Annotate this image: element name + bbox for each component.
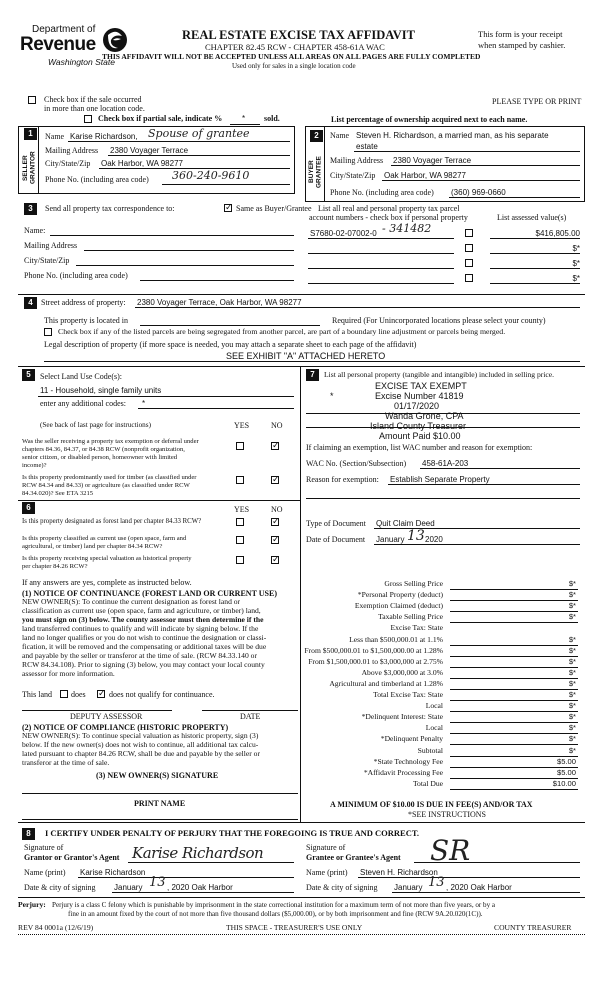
grantor-date-month[interactable]: January — [114, 883, 143, 892]
tax-row-value[interactable]: $5.00 — [556, 767, 576, 777]
seller-name-value[interactable]: Karise Richardson, — [70, 132, 138, 141]
assessed-value-4[interactable]: $* — [572, 274, 580, 283]
grantor-sig-of: Signature of — [24, 843, 64, 852]
section-7-badge: 7 — [306, 369, 319, 381]
tax-row-value[interactable]: $* — [568, 634, 576, 644]
claim-exemption-label: If claiming an exemption, list WAC number and reason for exemption: — [306, 443, 533, 452]
send-correspondence-label: Send all property tax correspondence to: — [45, 204, 175, 213]
grantee-sig-of: Signature of — [306, 843, 346, 852]
tax-row-label: From $1,500,000.01 to $3,000,000 at 2.75% — [308, 656, 443, 666]
assessed-head: List assessed value(s) — [497, 213, 567, 222]
tax-row-value[interactable]: $* — [568, 667, 576, 677]
section-4-badge: 4 — [24, 297, 37, 309]
dept-line1: Department of — [32, 24, 96, 35]
tax-row-label: *Delinquent Interest: State — [361, 712, 443, 722]
tax-row-label: Total Due — [412, 778, 443, 788]
sec6-q1-yes-checkbox[interactable] — [236, 518, 244, 526]
tax-row-underline — [450, 789, 578, 790]
tax-row-value[interactable]: $* — [568, 723, 576, 733]
grantor-name-value[interactable]: Karise Richardson — [80, 868, 146, 877]
doc-date-day[interactable]: 13 — [407, 528, 425, 544]
stamp-line-3: 01/17/2020 — [394, 401, 440, 411]
sec5-q2-yes-checkbox[interactable] — [236, 476, 244, 484]
sec6-q2-line2: agricultural, or timber) land per chapter 84.34 RCW? — [22, 543, 163, 550]
please-type: PLEASE TYPE OR PRINT — [492, 97, 582, 106]
seller-phone-handwritten[interactable]: 360-240-9610 — [172, 169, 250, 182]
tax-row-label: Local — [425, 701, 443, 711]
buyer-phone-value[interactable]: (360) 969-0660 — [451, 188, 506, 197]
doc-date-year[interactable]: 2020 — [425, 535, 443, 544]
tax-row-value[interactable]: $* — [568, 712, 576, 722]
tax-row-underline — [450, 667, 578, 668]
parcel-personal-checkbox-2[interactable] — [465, 244, 473, 252]
parcel-personal-checkbox-1[interactable] — [465, 229, 473, 237]
section-1-badge: 1 — [24, 128, 37, 140]
tax-row-label: Gross Selling Price — [384, 579, 443, 588]
section-3-badge: 3 — [24, 203, 37, 215]
corr-mail-label: Mailing Address — [24, 241, 78, 250]
notice1-title: (1) NOTICE OF CONTINUANCE (FOREST LAND OR CURRENT USE) — [22, 589, 277, 598]
tax-row-label: Excise Tax: State — [390, 623, 443, 633]
if-yes-note: If any answers are yes, complete as instructed below. — [22, 578, 192, 587]
receipt-note-2: when stamped by cashier. — [478, 40, 566, 50]
notice2-line4: transferor at the time of sale. — [22, 758, 110, 767]
tax-row-underline — [450, 733, 578, 734]
notice1-line2: classification as current use (open space, farm and agriculture, or timber) land, — [22, 606, 261, 615]
tax-row-value[interactable]: $* — [568, 612, 576, 622]
grantee-signature[interactable]: SR — [430, 834, 471, 867]
perjury-line-1: Perjury is a class C felony which is punishable by imprisonment in the state correctional institution for a maximum term of not more than five years, or by a — [52, 901, 496, 909]
grantor-agent-label: Grantor or Grantor's Agent — [24, 853, 120, 862]
notice2-line2: below. If the new owner(s) does not wish to continue, all additional tax calcu- — [22, 740, 259, 749]
same-as-buyer-checkbox[interactable]: ✓ — [225, 203, 233, 213]
grantee-name-label: Name (print) — [306, 868, 348, 877]
tax-row-underline — [450, 611, 578, 612]
sec6-q1-no-checkbox[interactable]: ✓ — [272, 517, 280, 527]
tax-row-underline — [450, 656, 578, 657]
tax-row-value[interactable]: $10.00 — [552, 778, 576, 788]
form-title: REAL ESTATE EXCISE TAX AFFIDAVIT — [182, 28, 415, 42]
see-instructions-note: *SEE INSTRUCTIONS — [408, 810, 487, 819]
tax-row-underline — [450, 744, 578, 745]
section-5-badge: 5 — [22, 369, 35, 381]
perjury-label: Perjury: — [18, 900, 46, 909]
buyer-mail-label: Mailing Address — [330, 156, 384, 165]
buyer-side-label: BUYER GRANTEE — [308, 156, 323, 188]
form-warning: THIS AFFIDAVIT WILL NOT BE ACCEPTED UNLESS ALL AREAS ON ALL PAGES ARE FULLY COMPLETED — [102, 52, 481, 61]
dept-line2: Revenue — [20, 34, 96, 55]
sec6-q2-no-checkbox[interactable]: ✓ — [272, 535, 280, 545]
sec5-q2-line3: 84.34.020)? See ETA 3215 — [22, 490, 94, 497]
sec5-q2-no-checkbox[interactable]: ✓ — [272, 475, 280, 485]
assessed-value-3[interactable]: $* — [572, 259, 580, 268]
seller-name-label: Name — [45, 132, 65, 141]
tax-row-label: Above $3,000,000 at 3.0% — [361, 667, 443, 677]
tax-row-underline — [450, 589, 578, 590]
used-only-note: Used only for sales in a single location code — [232, 62, 356, 70]
tax-row-label: Exemption Claimed (deduct) — [354, 601, 443, 611]
street-address-value[interactable]: 2380 Voyager Terrace, Oak Harbor, WA 98277 — [137, 298, 302, 307]
new-owner-signature-label: (3) NEW OWNER(S) SIGNATURE — [96, 771, 219, 780]
tax-row-value[interactable]: $5.00 — [556, 756, 576, 766]
sec6-q3-line2: per chapter 84.26 RCW? — [22, 563, 88, 570]
street-address-label: Street address of property: — [41, 298, 126, 307]
tax-row-value[interactable]: $* — [568, 590, 576, 600]
buyer-city-label: City/State/Zip — [330, 171, 376, 180]
county-treasurer-label: COUNTY TREASURER — [494, 923, 572, 932]
seller-city-value[interactable]: Oak Harbor, WA 98277 — [101, 159, 183, 168]
sec5-yes-header: YES — [234, 421, 250, 430]
print-name-label: PRINT NAME — [134, 799, 186, 808]
certify-statement: I CERTIFY UNDER PENALTY OF PERJURY THAT THE FOREGOING IS TRUE AND CORRECT. — [45, 828, 420, 838]
sec5-q2-line1: Is this property predominantly used for timber (as classified under — [22, 474, 197, 481]
partial-sale-label: Check box if partial sale, indicate % — [98, 114, 223, 123]
list-percentage-note: List percentage of ownership acquired next to each name. — [331, 115, 528, 124]
tax-row-value[interactable]: $* — [568, 645, 576, 655]
dept-line3: Washington State — [48, 57, 115, 67]
additional-codes-value[interactable]: * — [142, 399, 146, 408]
stamp-line-6: Amount Paid $10.00 — [379, 431, 461, 441]
land-does-label: does — [71, 690, 86, 699]
doc-date-label: Date of Document — [306, 535, 366, 544]
grantee-date-month[interactable]: January — [394, 883, 423, 892]
tax-row-underline — [450, 600, 578, 601]
grantor-date-label: Date & city of signing — [24, 883, 96, 892]
parcel-head-1: List all real and personal property tax parcel — [318, 204, 460, 213]
sec5-q1-line4: income)? — [22, 462, 47, 469]
wac-label: WAC No. (Section/Subsection) — [306, 459, 407, 468]
notice1-line4: land transferred continues to qualify and will indicate by signing below. If the — [22, 624, 259, 633]
tax-row-label: Less than $500,000.01 at 1.1% — [349, 634, 443, 644]
parcel-personal-checkbox-3[interactable] — [465, 259, 473, 267]
doc-type-label: Type of Document — [306, 519, 366, 528]
same-as-buyer-label: Same as Buyer/Grantee — [236, 204, 312, 213]
tax-row-label: *Affidavit Processing Fee — [363, 767, 443, 777]
wac-value[interactable]: 458-61A-203 — [422, 459, 469, 468]
grantee-name-value[interactable]: Steven H. Richardson — [360, 868, 438, 877]
sec5-q1-line1: Was the seller receiving a property tax exemption or deferral under — [22, 438, 199, 445]
tax-row-underline — [450, 622, 578, 623]
buyer-mail-value[interactable]: 2380 Voyager Terrace — [393, 156, 472, 165]
tax-row-value[interactable]: $* — [568, 734, 576, 744]
land-use-label: Select Land Use Code(s): — [40, 372, 122, 381]
parcel-personal-checkbox-4[interactable] — [465, 274, 473, 282]
tax-row-underline — [450, 711, 578, 712]
stamp-line-4: Wanda Grone, CPA — [385, 411, 464, 421]
tax-row-label: *Delinquent Penalty — [380, 734, 443, 744]
sec5-q1-line3: senior citizen, or disabled person, homeowner with limited — [22, 454, 178, 461]
grantee-agent-label: Grantee or Grantee's Agent — [306, 853, 401, 862]
perjury-line-2: fine in an amount fixed by the court of not more than five thousand dollars ($5,000.00), or by both imprisonment and fine (RCW 9A.20.020(1C)). — [68, 910, 483, 918]
tax-row-label: From $500,000.01 to $1,500,000.00 at 1.28% — [304, 645, 443, 655]
tax-row-value[interactable]: $* — [568, 678, 576, 688]
tax-row-underline — [450, 722, 578, 723]
sec6-yes-header: YES — [234, 505, 250, 514]
sec6-q3-no-checkbox[interactable]: ✓ — [272, 555, 280, 565]
sec6-q3-yes-checkbox[interactable] — [236, 556, 244, 564]
tax-row-underline — [450, 689, 578, 690]
tax-row-underline — [450, 700, 578, 701]
form-revision: REV 84 0001a (12/6/19) — [18, 923, 94, 932]
sec5-q1-line2: chapters 84.36, 84.37, or 84.38 RCW (nonprofit organization, — [22, 446, 185, 453]
tax-row-label: Subtotal — [417, 745, 443, 755]
seller-mail-label: Mailing Address — [45, 146, 99, 155]
stamp-line-1: EXCISE TAX EXEMPT — [375, 381, 467, 391]
parcel-head-2: account numbers - check box if personal property — [309, 213, 468, 222]
tax-row-value[interactable]: $* — [568, 579, 576, 588]
tax-row-label: *State Technology Fee — [373, 756, 443, 766]
seller-mail-value[interactable]: 2380 Voyager Terrace — [110, 146, 189, 155]
grantor-date-year-city[interactable]: , 2020 Oak Harbor — [167, 883, 233, 892]
legal-desc-label: Legal description of property (if more space is needed, you may attach a separate sheet to each page of the affidavit) — [44, 340, 417, 349]
receipt-note-1: This form is your receipt — [478, 29, 563, 39]
seller-city-label: City/State/Zip — [45, 159, 91, 168]
corr-name-label: Name: — [24, 226, 46, 235]
notice1-line5: land no longer qualifies or you do not wish to continue the designation or classi- — [22, 633, 267, 642]
tax-row-value[interactable]: $* — [568, 601, 576, 611]
buyer-phone-label: Phone No. (including area code) — [330, 188, 434, 197]
sec5-q1-yes-checkbox[interactable] — [236, 442, 244, 450]
segregated-label: Check box if any of the listed parcels are being segregated from another parcel, are part of a boundary line adjustment or parcels being merged. — [58, 327, 506, 336]
deputy-assessor-label: DEPUTY ASSESSOR — [70, 712, 143, 721]
this-land-label: This land — [22, 690, 52, 699]
section-2-badge: 2 — [310, 130, 323, 142]
grantor-name-label: Name (print) — [24, 868, 66, 877]
corr-city-label: City/State/Zip — [24, 256, 70, 265]
dor-swirl-icon — [102, 26, 128, 54]
sec5-no-header: NO — [271, 421, 283, 430]
doc-date-month[interactable]: January — [376, 535, 405, 544]
sec6-q3-line1: Is this property receiving special valuation as historical property — [22, 555, 192, 562]
partial-sale-checkbox[interactable] — [84, 115, 92, 123]
stamp-star: * — [330, 391, 334, 401]
grantor-signature[interactable]: Karise Richardson — [132, 844, 264, 862]
segregated-checkbox[interactable] — [44, 328, 52, 336]
multi-location-label-2: in more than one location code. — [44, 104, 145, 113]
grantee-date-day[interactable]: 13 — [428, 875, 445, 890]
tax-row-label: Taxable Selling Price — [378, 612, 443, 622]
parcel-number-handwritten: - 341482 — [382, 222, 432, 235]
deputy-date-label: DATE — [240, 712, 261, 721]
sec6-q1-line1: Is this property designated as forest land per chapter 84.33 RCW? — [22, 518, 202, 525]
sec5-q1-no-checkbox[interactable]: ✓ — [272, 441, 280, 451]
tax-row-value[interactable]: $* — [568, 701, 576, 711]
buyer-name-value-2[interactable]: estate — [356, 142, 378, 151]
dor-logo — [18, 22, 130, 70]
located-in-label: This property is located in — [44, 316, 128, 325]
section-6-badge: 6 — [22, 502, 35, 514]
tax-row-underline — [450, 645, 578, 646]
tax-row-value[interactable]: $* — [568, 745, 576, 755]
seller-phone-label: Phone No. (including area code) — [45, 175, 149, 184]
legal-desc-value[interactable]: SEE EXHIBIT "A" ATTACHED HERETO — [226, 351, 386, 361]
additional-codes-label: enter any additional codes: — [40, 399, 126, 408]
see-back-note: (See back of last page for instructions) — [40, 421, 151, 429]
partial-sale-value[interactable]: * — [242, 114, 246, 123]
grantee-date-year-city[interactable]: , 2020 Oak Harbor — [446, 883, 512, 892]
notice2-title: (2) NOTICE OF COMPLIANCE (HISTORIC PROPERTY) — [22, 723, 229, 732]
parcel-number-value[interactable]: S7680-02-07002-0 — [310, 229, 377, 238]
notice1-line7: and payable by the seller or transferor at the time of sale. (RCW 84.33.140 or — [22, 651, 257, 660]
seller-side-label: SELLER GRANTOR — [22, 151, 37, 185]
buyer-name-value-1[interactable]: Steven H. Richardson, a married man, as his separate — [356, 131, 549, 140]
assessed-value-2[interactable]: $* — [572, 244, 580, 253]
sec5-q2-line2: RCW 84.34 and 84.33) or agriculture (as classified under RCW — [22, 482, 190, 489]
minimum-due-note: A MINIMUM OF $10.00 IS DUE IN FEE(S) AND/OR TAX — [330, 800, 533, 809]
seller-name-handwritten: Spouse of grantee — [148, 127, 250, 140]
reason-label: Reason for exemption: — [306, 475, 379, 484]
sec6-no-header: NO — [271, 505, 283, 514]
tax-row-underline — [450, 678, 578, 679]
tax-row-label: Local — [425, 723, 443, 733]
assessed-value-1[interactable]: $416,805.00 — [535, 229, 580, 238]
tax-row-value[interactable]: $* — [568, 690, 576, 699]
list-personal-label: List all personal property (tangible and intangible) included in selling price. — [324, 370, 555, 379]
buyer-name-label: Name — [330, 131, 350, 140]
grantor-date-day[interactable]: 13 — [149, 875, 166, 890]
notice1-line3: you must sign on (3) below. The county assessor must then determine if the — [22, 615, 264, 624]
sec6-q2-yes-checkbox[interactable] — [236, 536, 244, 544]
tax-row-label: Agricultural and timberland at 1.28% — [329, 678, 443, 688]
sec6-q2-line1: Is this property classified as current use (open space, farm and — [22, 535, 187, 542]
corr-phone-label: Phone No. (including area code) — [24, 271, 128, 280]
notice1-line8: RCW 84.34.108). Prior to signing (3) below, you may contact your local county — [22, 660, 265, 669]
grantee-date-label: Date & city of signing — [306, 883, 378, 892]
notice2-line1: NEW OWNER(S): To continue special valuation as historic property, sign (3) — [22, 731, 259, 740]
doc-type-value[interactable]: Quit Claim Deed — [376, 519, 435, 528]
form-chapter: CHAPTER 82.45 RCW - CHAPTER 458-61A WAC — [205, 42, 385, 52]
tax-row-label: Total Excise Tax: State — [373, 690, 443, 699]
required-county-label: Required (For Unincorporated locations please select your county) — [332, 316, 546, 325]
buyer-city-value[interactable]: Oak Harbor, WA 98277 — [384, 171, 466, 180]
notice1-line9: assessor for more information. — [22, 669, 115, 678]
tax-row-value[interactable]: $* — [568, 656, 576, 666]
notice1-line6: fication, it will be removed and the compensating or additional taxes will be due — [22, 642, 267, 651]
treasurer-use-label: THIS SPACE - TREASURER'S USE ONLY — [226, 923, 363, 932]
stamp-line-5: Island County Treasurer — [370, 421, 467, 431]
tax-row-label: *Personal Property (deduct) — [357, 590, 443, 600]
stamp-line-2: Excise Number 41819 — [375, 391, 464, 401]
notice2-line3: lated pursuant to chapter 84.26 RCW, shall be due and payable by the seller or — [22, 749, 261, 758]
land-use-value[interactable]: 11 - Household, single family units — [40, 386, 162, 395]
multi-location-checkbox[interactable] — [28, 96, 36, 104]
land-does-not-label: does not qualify for continuance. — [109, 690, 215, 699]
reason-value[interactable]: Establish Separate Property — [390, 475, 490, 484]
notice1-line1: NEW OWNER(S): To continue the current designation as forest land or — [22, 597, 241, 606]
partial-sold-label: sold. — [264, 114, 280, 123]
section-8-badge: 8 — [22, 828, 35, 840]
multi-location-label-1: Check box if the sale occurred — [44, 95, 142, 104]
land-does-checkbox[interactable] — [60, 690, 68, 698]
land-does-not-checkbox[interactable]: ✓ — [98, 689, 106, 699]
